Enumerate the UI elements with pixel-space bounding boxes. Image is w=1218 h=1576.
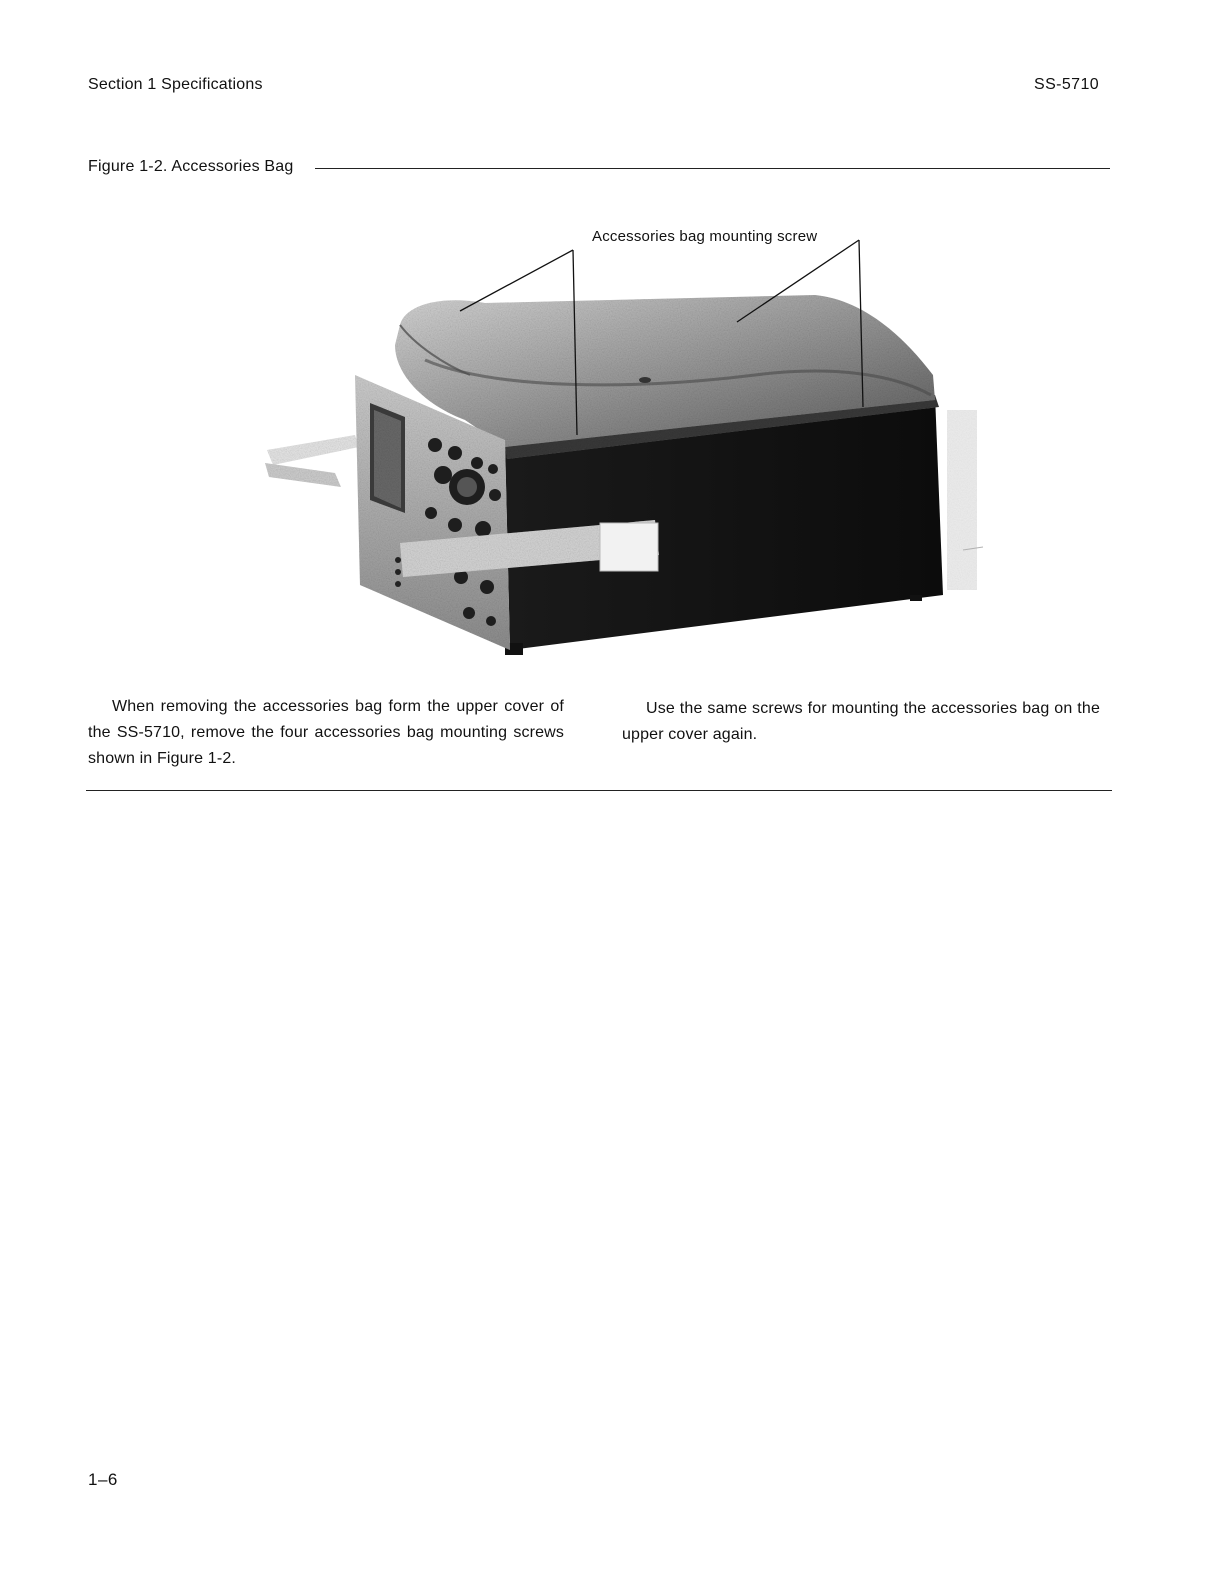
accessories-bag-photo [255, 225, 995, 665]
callout-label: Accessories bag mounting screw [592, 228, 818, 245]
background-object [947, 410, 983, 590]
model-number: SS-5710 [1034, 76, 1100, 93]
page-number: 1–6 [88, 1470, 118, 1489]
figure-caption: Figure 1-2. Accessories Bag [88, 158, 294, 175]
section-rule [86, 790, 1112, 791]
carry-handle [265, 435, 359, 487]
paragraph-left: When removing the accessories bag form the upper cover of the SS-5710, remove the four accessories bag mounting screws shown in Figure 1-2. [88, 698, 564, 767]
caption-rule [315, 168, 1110, 169]
section-header: Section 1 Specifications [88, 76, 263, 93]
paragraph-right: Use the same screws for mounting the accessories bag on the upper cover again. [622, 700, 1100, 743]
